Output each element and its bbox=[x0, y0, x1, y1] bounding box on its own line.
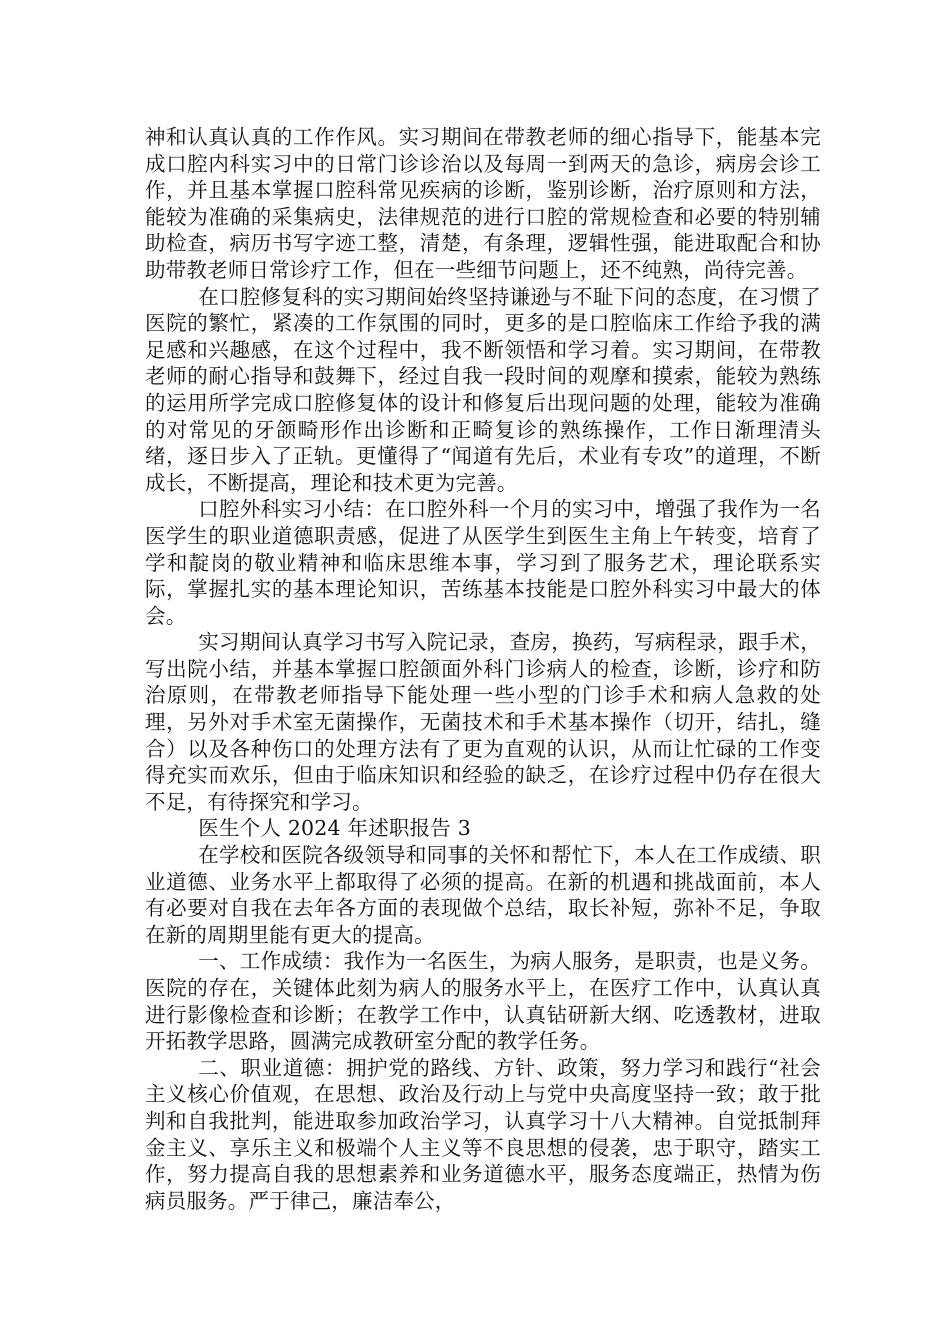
document-body bbox=[145, 124, 821, 1214]
paragraph-professional-ethics: 二、职业道德：拥护党的路线、方针、政策，努力学习和践行“社会主义核心价值观，在思想、政治及行动上与党中央高度坚持一致；敢于批判和自我批判，能进取参加政治学习，认真学习十八大精神。自觉抵制拜金主义、享乐主义和极端个人主义等不良思想的侵袭，忠于职守，踏实工作，努力提高自我的思想素养和业务道德水平，服务态度端正，热情为伤病员服务。严于律己，廉洁奉公， bbox=[145, 1055, 821, 1213]
paragraph-oral-medicine-end: 神和认真认真的工作作风。实习期间在带教老师的细心指导下，能基本完成口腔内科实习中的日常门诊诊治以及每周一到两天的急诊，病房会诊工作，并且基本掌握口腔科常见疾病的诊断，鉴别诊断，治疗原则和方法，能较为准确的采集病史，法律规范的进行口腔的常规检查和必要的特别辅助检查，病历书写字迹工整，清楚，有条理，逻辑性强，能进取配合和协助带教老师日常诊疗工作，但在一些细节问题上，还不纯熟，尚待完善。 bbox=[145, 125, 821, 282]
paragraph-prosthodontics: 在口腔修复科的实习期间始终坚持谦逊与不耻下问的态度，在习惯了医院的繁忙，紧凑的工作氛围的同时，更多的是口腔临床工作给予我的满足感和兴趣感，在这个过程中，我不断领悟和学习着。实习期间，在带教老师的耐心指导和鼓舞下，经过自我一段时间的观摩和摸索，能较为熟练的运用所学完成口腔修复体的设计和修复后出现问题的处理，能较为准确的对常见的牙颌畸形作出诊断和正畸复诊的熟练操作，工作日渐理清头绪，逐日步入了正轨。更懂得了“闻道有先后，术业有专攻”的道理，不断成长，不断提高，理论和技术更为完善。 bbox=[145, 284, 821, 495]
paragraph-work-achievements: 一、工作成绩：我作为一名医生，为病人服务，是职责，也是义务。医院的存在，关键体此刻为病人的服务水平上，在医疗工作中，认真认真进行影像检查和诊断；在教学工作中，认真钻研新大纲、吃透教材，进取开拓教学思路，圆满完成教研室分配的教学任务。 bbox=[145, 949, 821, 1054]
paragraph-report-intro: 在学校和医院各级领导和同事的关怀和帮忙下，本人在工作成绩、职业道德、业务水平上都取得了必须的提高。在新的机遇和挑战面前，本人有必要对自我在去年各方面的表现做个总结，取长补短，弥补不足，争取在新的周期里能有更大的提高。 bbox=[145, 843, 821, 947]
section-heading-report-3: 医生个人 2024 年述职报告 3 bbox=[198, 816, 471, 841]
paragraph-internship-duties: 实习期间认真学习书写入院记录，查房，换药，写病程录，跟手术，写出院小结，并基本掌握口腔颌面外科门诊病人的检查，诊断，诊疗和防治原则，在带教老师指导下能处理一些小型的门诊手术和病人急救的处理，另外对手术室无菌操作，无菌技术和手术基本操作（切开，结扎，缝合）以及各种伤口的处理方法有了更为直观的认识，从而让忙碌的工作变得充实而欢乐，但由于临床知识和经验的缺乏，在诊疗过程中仍存在很大不足，有待探究和学习。 bbox=[145, 630, 821, 814]
paragraph-oral-surgery-summary: 口腔外科实习小结：在口腔外科一个月的实习中，增强了我作为一名医学生的职业道德职责感，促进了从医学生到医生主角上午转变，培育了学和靛岗的敬业精神和临床思维本事，学习到了服务艺术，理论联系实际，掌握扎实的基本理论知识，苦练基本技能是口腔外科实习中最大的体会。 bbox=[145, 497, 821, 628]
